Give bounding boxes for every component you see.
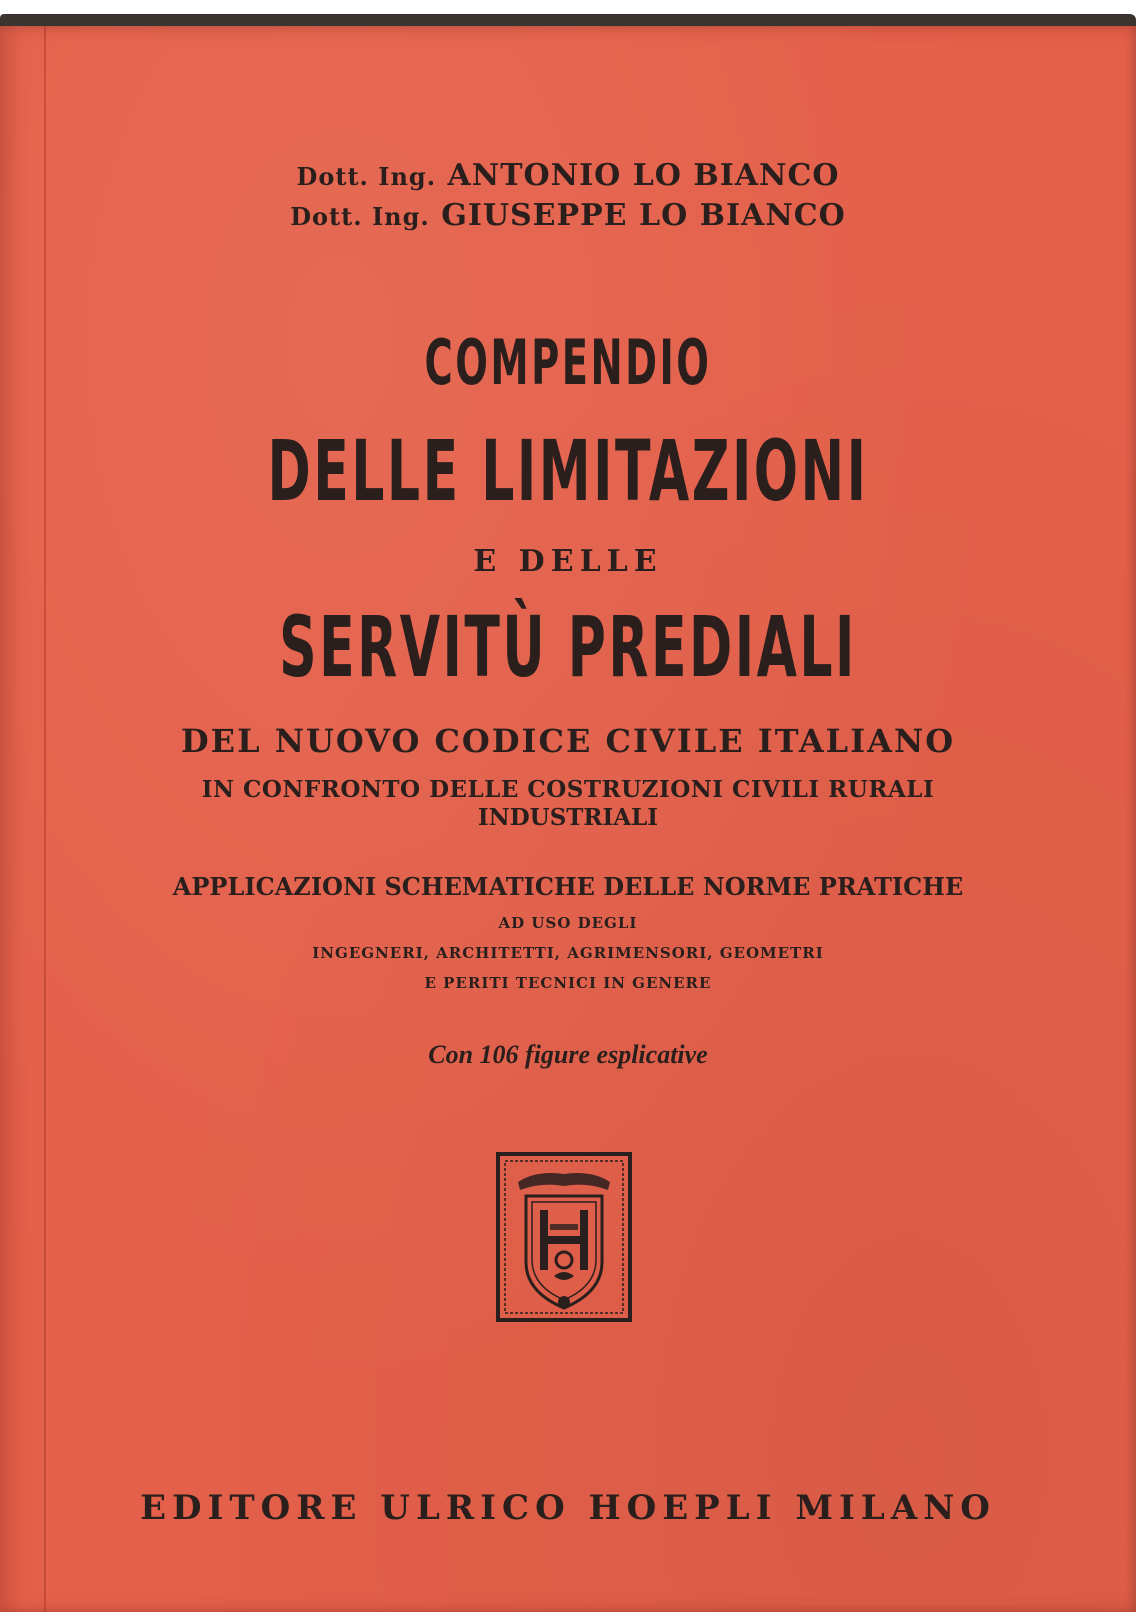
subtitle-line-1: DEL NUOVO CODICE CIVILE ITALIANO xyxy=(180,722,956,760)
author-2-name: GIUSEPPE LO BIANCO xyxy=(441,198,846,233)
subtitle-line-3: INDUSTRIALI xyxy=(477,804,659,831)
title-line-3: E DELLE xyxy=(473,544,663,579)
title-line-2: DELLE LIMITAZIONI xyxy=(267,422,869,520)
title-line-4: SERVITÙ PREDIALI xyxy=(279,598,857,696)
author-1-prefix: Dott. Ing. xyxy=(296,162,437,191)
author-2-prefix: Dott. Ing. xyxy=(290,202,430,231)
publisher-crest-icon xyxy=(496,1152,632,1322)
book-cover xyxy=(0,14,1136,1612)
subtitle-line-7: E PERITI TECNICI IN GENERE xyxy=(424,974,712,992)
author-1 xyxy=(0,158,1136,193)
subtitle-line-5: AD USO DEGLI xyxy=(498,914,638,932)
author-2 xyxy=(0,198,1136,233)
author-1-name: ANTONIO LO BIANCO xyxy=(447,158,840,193)
figures-note: Con 106 figure esplicative xyxy=(428,1040,708,1069)
subtitle-line-4: APPLICAZIONI SCHEMATICHE DELLE NORME PRATICHE xyxy=(172,872,964,901)
subtitle-line-6: INGEGNERI, ARCHITETTI, AGRIMENSORI, GEOMETRI xyxy=(312,944,824,962)
title-line-1: COMPENDIO xyxy=(424,326,712,399)
publisher-imprint: EDITORE ULRICO HOEPLI MILANO xyxy=(140,1488,996,1528)
subtitle-line-2: IN CONFRONTO DELLE COSTRUZIONI CIVILI RURALI xyxy=(201,776,935,803)
